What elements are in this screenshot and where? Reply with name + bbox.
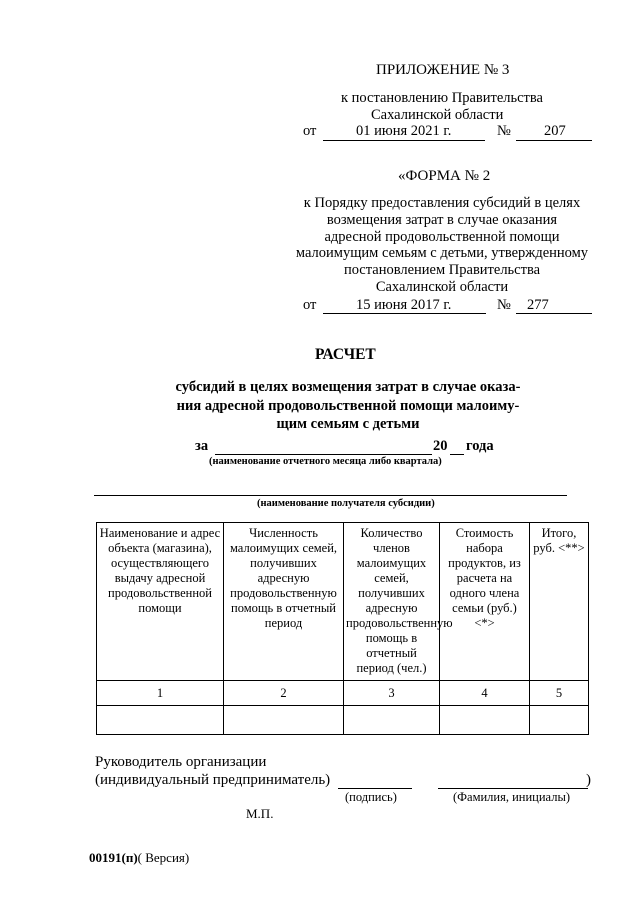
stamp-place-label: М.П. (246, 806, 274, 821)
appendix-from-label: от (303, 123, 317, 139)
table-number-row (97, 681, 589, 706)
appendix-number-underline (516, 140, 592, 141)
appendix-date: 01 июня 2021 г. (356, 123, 452, 139)
period-year-prefix: 20 (433, 438, 448, 454)
form-description (288, 195, 596, 296)
table-number-cell: 4 (440, 681, 530, 706)
form-from-label: от (303, 297, 317, 313)
year-underline (450, 454, 464, 455)
table-number-cell: 1 (97, 681, 224, 706)
table-empty-cell[interactable] (530, 706, 589, 735)
table-number-cell: 2 (224, 681, 344, 706)
recipient-caption: (наименование получателя субсидии) (257, 498, 435, 509)
period-year-suffix: года (466, 438, 494, 454)
subtitle-line: ния адресной продовольственной помощи малоиму- (176, 397, 520, 414)
table-empty-row (97, 706, 589, 735)
signature-underline[interactable] (338, 788, 412, 789)
table-header-cell: Численность малоимущих семей, получивших адресную продовольственную помощь в отчетный период (224, 523, 344, 681)
form-line: малоимущим семьям с детьми, утвержденному (295, 245, 589, 262)
table-empty-cell[interactable] (97, 706, 224, 735)
document-footer (89, 850, 189, 866)
subtitle-line: субсидий в целях возмещения затрат в случае оказа- (175, 379, 521, 395)
form-line: Сахалинской области (375, 278, 509, 295)
table-header-cell: Наименование и адрес объекта (магазина), осуществляющего выдачу адресной продовольственной помощи (97, 523, 224, 681)
signature-line-1: Руководитель организации (95, 754, 267, 770)
form-line: возмещения затрат в случае оказания (326, 211, 558, 228)
form-number-label: № (497, 297, 511, 313)
page-title: РАСЧЕТ (315, 346, 376, 363)
name-underline[interactable] (438, 788, 588, 789)
table-header-row (97, 523, 589, 681)
table-number-cell: 3 (344, 681, 440, 706)
heading-subtitle (148, 378, 548, 434)
appendix-date-underline (323, 140, 485, 141)
appendix-line-2: Сахалинской области (371, 107, 504, 123)
form-line: к Порядку предоставления субсидий в целях (303, 195, 581, 211)
period-underline (215, 454, 432, 455)
table-header-cell: Стоимость набора продуктов, из расчета на одного члена семьи (руб.) <*> (440, 523, 530, 681)
recipient-underline (94, 495, 567, 496)
period-caption: (наименование отчетного месяца либо квартала) (209, 456, 442, 467)
subtitle-line: щим семьям с детьми (276, 416, 420, 432)
name-caption: (Фамилия, инициалы) (453, 790, 571, 804)
appendix-number-label: № (497, 123, 511, 139)
signature-caption: (подпись) (345, 790, 397, 804)
form-title: «ФОРМА № 2 (398, 168, 491, 184)
signature-close-paren: ) (586, 772, 591, 788)
document-version: ( Версия) (137, 850, 190, 865)
table-empty-cell[interactable] (440, 706, 530, 735)
form-date: 15 июня 2017 г. (356, 297, 452, 313)
table-empty-cell[interactable] (224, 706, 344, 735)
form-line: постановлением Правительства (343, 262, 541, 279)
table-number-cell: 5 (530, 681, 589, 706)
table-empty-cell[interactable] (344, 706, 440, 735)
form-number: 277 (527, 297, 549, 313)
form-line: адресной продовольственной помощи (324, 228, 560, 245)
document-code: 00191(п) (89, 850, 138, 865)
calculation-table (96, 522, 589, 735)
appendix-number: 207 (544, 123, 566, 139)
table-header-cell: Итого, руб. <**> (530, 523, 589, 681)
table-header-cell: Количество членов малоимущих семей, получивших адресную продовольственную помощь в отчетный период (чел.) (344, 523, 440, 681)
appendix-title: ПРИЛОЖЕНИЕ № 3 (376, 62, 510, 78)
signature-line-2: (индивидуальный предприниматель) (95, 772, 331, 788)
period-za-label: за (195, 438, 209, 454)
appendix-line-1: к постановлению Правительства (341, 90, 543, 106)
